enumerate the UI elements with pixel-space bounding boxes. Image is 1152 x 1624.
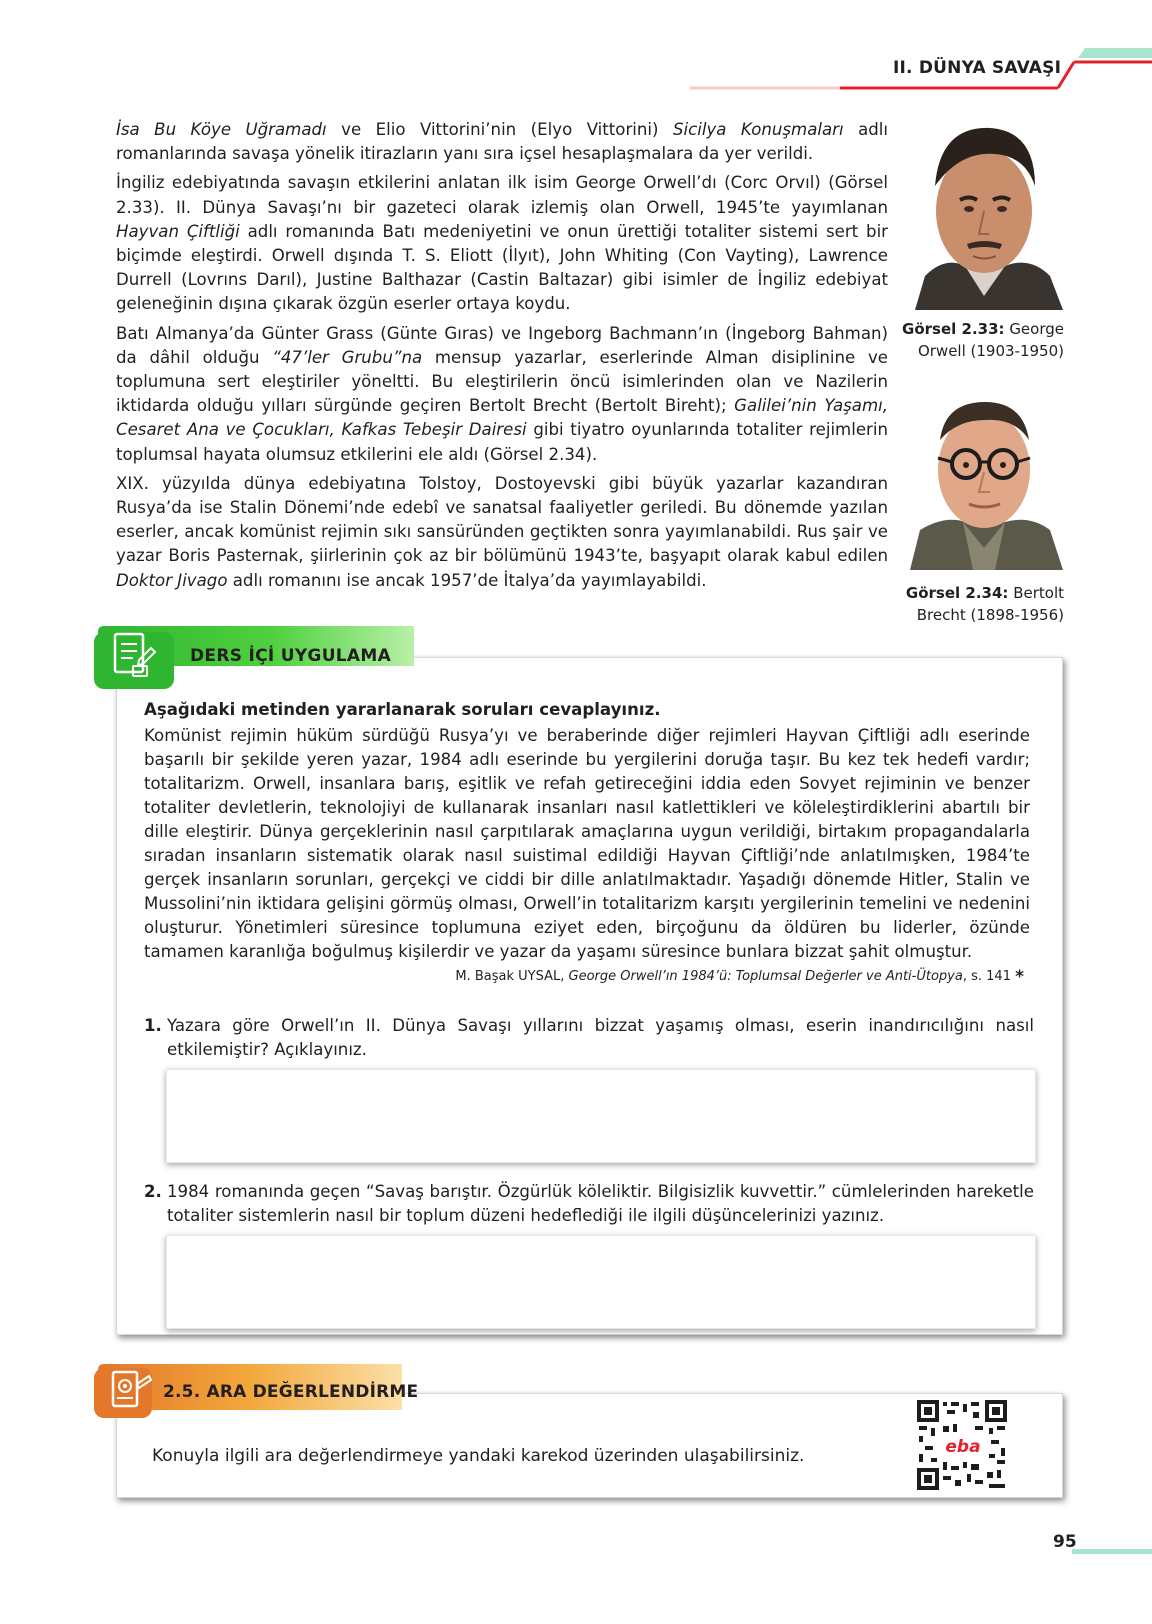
activity-source xyxy=(144,966,1030,988)
text-run: adlı romanlarında savaşa yönelik itirazların yanı sıra içsel hesaplaşmalara da yer verildi. xyxy=(116,120,888,164)
source-title: George Orwell’ın 1984’ü: Toplumsal Değerler ve Anti-Ütopya xyxy=(568,969,963,984)
text-run: gibi tiyatro oyunlarında totaliter rejimlerin toplumsal hayata olumsuz etkilerini ele aldı (Görsel 2.34). xyxy=(116,420,888,464)
italic-title: Doktor Jivago xyxy=(116,570,228,590)
source-author: M. Başak UYSAL, xyxy=(455,969,569,984)
question-2 xyxy=(144,1180,1034,1228)
question-text: 1984 romanında geçen “Savaş barıştır. Özgürlük köleliktir. Bilgisizlik kuvvettir.” cümlelerinden hareketle totaliter sistemlerin nasıl bir toplum düzeni hedeflediği ile ilgili düşüncelerinizi yazınız. xyxy=(167,1182,1034,1225)
figure-detail: Orwell (1903-1950) xyxy=(917,342,1064,360)
evaluation-title: 2.5. ARA DEĞERLENDİRME xyxy=(163,1382,419,1402)
paragraph-4 xyxy=(116,472,888,593)
activity-paragraph: Komünist rejimin hüküm sürdüğü Rusya’yı ve beraberinde diğer rejimleri Hayvan Çiftliği adlı eserinde başarılı bir şekilde yeren yazar, 1984 adlı eserinde bu yergilerini doruğa taşır. Bu kez tek hedefi vardır; totalitarizm. Orwell, insanlara barış, eşitlik ve refah getireceğini iddia eden Sovyet rejiminin ve benzer totaliter devletlerin, teknolojiyi de kullanarak insanları nasıl katlettikleri ve köleleştirdiklerini abartılı bir dille eleştirir. Dünya gerçeklerinin nasıl çarpıtılarak amaçlarına uygun verildiği, birtakım propagandalarla sıradan insanların sistematik olarak nasıl suistimal edildiği Hayvan Çiftliği’nde anlatılmışken, 1984’te gerçek insanların sorunları, gerçekçi ve ciddi bir dille anlatılmaktadır. Yaşadığı dönemde Hitler, Stalin ve Mussolini’nin iktidara gelişini görmüş olması, Orwell’in totalitarizm karşıtı yergilerinin temelini ve nedenini oluşturur. Yönetimleri süresince toplumuna eziyet eden, birçoğunu da öldüren bu liderler, özünde tamamen karanlığa boğulmuş kişilerdir ve yazar da yaşamı süresince bunlara bizzat şahit olmuştur. xyxy=(144,726,1030,961)
main-text xyxy=(116,118,888,598)
text-run: ve Elio Vittorini’nin (Elyo Vittorini) xyxy=(326,120,673,139)
question-number: 2. xyxy=(144,1182,162,1201)
figure-caption-brecht xyxy=(906,582,1064,626)
italic-title: Hayvan Çiftliği xyxy=(116,221,240,241)
source-page: , s. 141 xyxy=(962,969,1011,984)
activity-content xyxy=(144,698,1030,988)
text-run: mensup yazarlar, eserlerinde Alman disiplinine ve toplumuna sert eleştiriler yöneltti. Bu eleştirilerin öncü isimlerinden olan ve Nazilerin iktidarda olduğu yılları sürgünde geçiren Bertolt Brecht (Bertolt Bireht); xyxy=(116,347,888,416)
evaluation-text: Konuyla ilgili ara değerlendirmeye yandaki karekod üzerinden ulaşabilirsiniz. xyxy=(152,1446,805,1466)
paragraph-2 xyxy=(116,171,888,316)
footer-decoration xyxy=(1072,1547,1152,1555)
italic-title: Galilei’nin Yaşamı, Cesaret Ana ve Çocukları, Kafkas Tebeşir Dairesi xyxy=(116,396,889,440)
figure-detail: Brecht (1898-1956) xyxy=(916,606,1064,624)
question-number: 1. xyxy=(144,1016,162,1035)
figure-label: Görsel 2.33: xyxy=(902,320,1005,338)
text-run: XIX. yüzyılda dünya edebiyatına Tolstoy, Dostoyevski gibi büyük yazarlar kazandıran Rusya’da ise Stalin Dönemi’nde edebî ve sanatsal faaliyetler geriledi. Bu dönemde yazılan eserler, ancak komünist rejimin sıkı sansüründen geçtikten sonra yayımlanabildi. Rus şair ve yazar Boris Pasternak, şiirlerinin çok az bir bölümünü 1943’te, başyapıt olarak kabul edilen xyxy=(116,473,888,566)
text-run: Batı Almanya’da Günter Grass (Günte Gıras) ve Ingeborg Bachmann’ın (İngeborg Bahman) da dâhil olduğu xyxy=(116,323,888,367)
text-run: adlı romanında Batı medeniyetini ve onun ürettiği totaliter sistemi sert bir biçimde eleştirdi. Orwell dışında T. S. Eliott (İlyıt), John Whiting (Con Vayting), Lawrence Durrell (Lovrıns Darıl), Justine Balthazar (Castin Baltazar) gibi isimler de İngiliz edebiyat geleneğinin dışına çıkarak özgün eserler ortaya koydu. xyxy=(116,221,888,314)
figure-label: Görsel 2.34: xyxy=(905,584,1009,602)
chapter-title: II. DÜNYA SAVAŞI xyxy=(893,58,1062,78)
paragraph-1 xyxy=(116,118,888,166)
worksheet-icon xyxy=(107,630,157,682)
evaluation-icon xyxy=(107,1366,155,1414)
answer-field-1[interactable] xyxy=(166,1069,1036,1163)
italic-title: İsa Bu Köye Uğramadı xyxy=(116,120,327,139)
paragraph-3 xyxy=(116,322,888,467)
activity-title: DERS İÇİ UYGULAMA xyxy=(190,646,392,666)
italic-title: Sicilya Konuşmaları xyxy=(672,120,844,139)
text-run: İngiliz edebiyatında savaşın etkilerini anlatan ilk isim George Orwell’dı (Corc Orvıl) (Görsel 2.33). II. Dünya Savaşı’nı bir gazeteci olarak izlemiş olan Orwell, 1945’te yayımlanan xyxy=(116,173,888,217)
eba-logo: eba xyxy=(945,1437,981,1457)
brecht-portrait xyxy=(905,380,1063,570)
question-text: Yazara göre Orwell’ın II. Dünya Savaşı yıllarını bizzat yaşamış olması, eserin inandırıcılığını nasıl etkilemiştir? Açıklayınız. xyxy=(167,1016,1034,1059)
figure-name: Bertolt xyxy=(1013,584,1064,602)
figure-caption-orwell xyxy=(902,318,1064,362)
activity-instruction: Aşağıdaki metinden yararlanarak soruları cevaplayınız. xyxy=(144,700,661,719)
question-1 xyxy=(144,1014,1034,1062)
page-number: 95 xyxy=(1053,1532,1077,1552)
orwell-portrait xyxy=(905,116,1063,310)
source-footnote-mark: * xyxy=(1015,967,1024,987)
text-run: adlı romanını ise ancak 1957’de İtalya’da yayımlayabildi. xyxy=(227,570,707,590)
qr-code[interactable] xyxy=(917,1400,1007,1490)
answer-field-2[interactable] xyxy=(166,1235,1036,1329)
figure-name: George xyxy=(1009,320,1064,338)
italic-title: “47’ler Grubu”na xyxy=(272,347,423,367)
